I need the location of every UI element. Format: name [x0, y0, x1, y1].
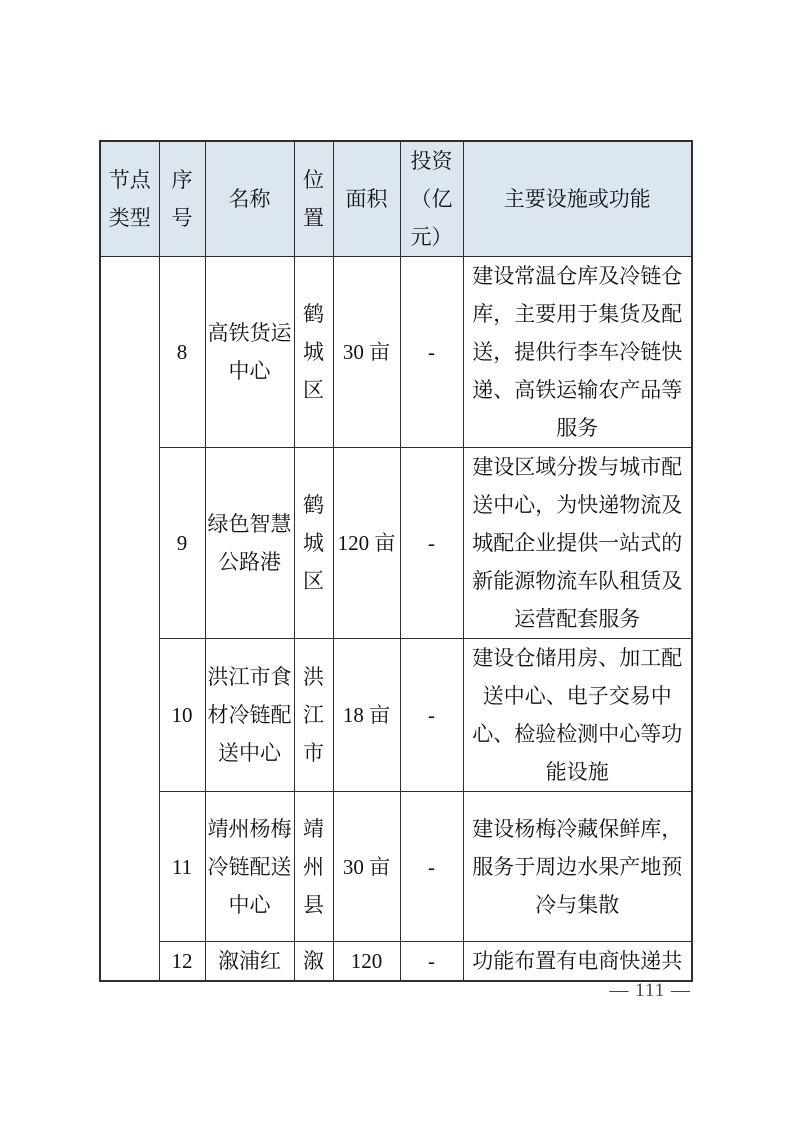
- investment-cell: -: [400, 942, 463, 982]
- no-cell: 10: [159, 639, 205, 792]
- table-row: [100, 639, 692, 792]
- name-cell: 靖州杨梅冷链配送中心: [205, 792, 294, 942]
- location-cell: 溆: [294, 942, 333, 982]
- description-cell: 建设仓储用房、加工配送中心、电子交易中心、检验检测中心等功能设施: [463, 639, 692, 792]
- table-row: [100, 448, 692, 639]
- description-cell: 建设杨梅冷藏保鲜库，服务于周边水果产地预冷与集散: [463, 792, 692, 942]
- header-location: 位置: [294, 141, 333, 257]
- header-name: 名称: [205, 141, 294, 257]
- no-cell: 12: [159, 942, 205, 982]
- location-cell: 洪江市: [294, 639, 333, 792]
- page-number: — 111 —: [609, 980, 691, 1001]
- header-investment: 投资（亿元）: [400, 141, 463, 257]
- location-cell: 靖州县: [294, 792, 333, 942]
- area-cell: 120 亩: [333, 448, 400, 639]
- description-cell: 建设常温仓库及冷链仓库，主要用于集货及配送，提供行李车冷链快递、高铁运输农产品等服务: [463, 257, 692, 448]
- name-cell: 绿色智慧公路港: [205, 448, 294, 639]
- facilities-table: [99, 140, 693, 982]
- no-cell: 9: [159, 448, 205, 639]
- description-cell: 建设区域分拨与城市配送中心，为快递物流及城配企业提供一站式的新能源物流车队租赁及运营配套服务: [463, 448, 692, 639]
- area-cell: 30 亩: [333, 257, 400, 448]
- name-cell: 溆浦红: [205, 942, 294, 982]
- node-type-merged-cell: [100, 257, 159, 982]
- no-cell: 8: [159, 257, 205, 448]
- area-cell: 30 亩: [333, 792, 400, 942]
- header-area: 面积: [333, 141, 400, 257]
- investment-cell: -: [400, 448, 463, 639]
- location-cell: 鹤城区: [294, 257, 333, 448]
- description-cell: 功能布置有电商快递共: [463, 942, 692, 982]
- name-cell: 高铁货运中心: [205, 257, 294, 448]
- area-cell: 18 亩: [333, 639, 400, 792]
- investment-cell: -: [400, 792, 463, 942]
- location-cell: 鹤城区: [294, 448, 333, 639]
- header-node-type: 节点类型: [100, 141, 159, 257]
- table-row: [100, 792, 692, 942]
- table-row: [100, 942, 692, 982]
- name-cell: 洪江市食材冷链配送中心: [205, 639, 294, 792]
- table-row: [100, 257, 692, 448]
- header-no: 序号: [159, 141, 205, 257]
- area-cell: 120: [333, 942, 400, 982]
- investment-cell: -: [400, 639, 463, 792]
- investment-cell: -: [400, 257, 463, 448]
- no-cell: 11: [159, 792, 205, 942]
- header-description: 主要设施或功能: [463, 141, 692, 257]
- table-header-row: [100, 141, 692, 257]
